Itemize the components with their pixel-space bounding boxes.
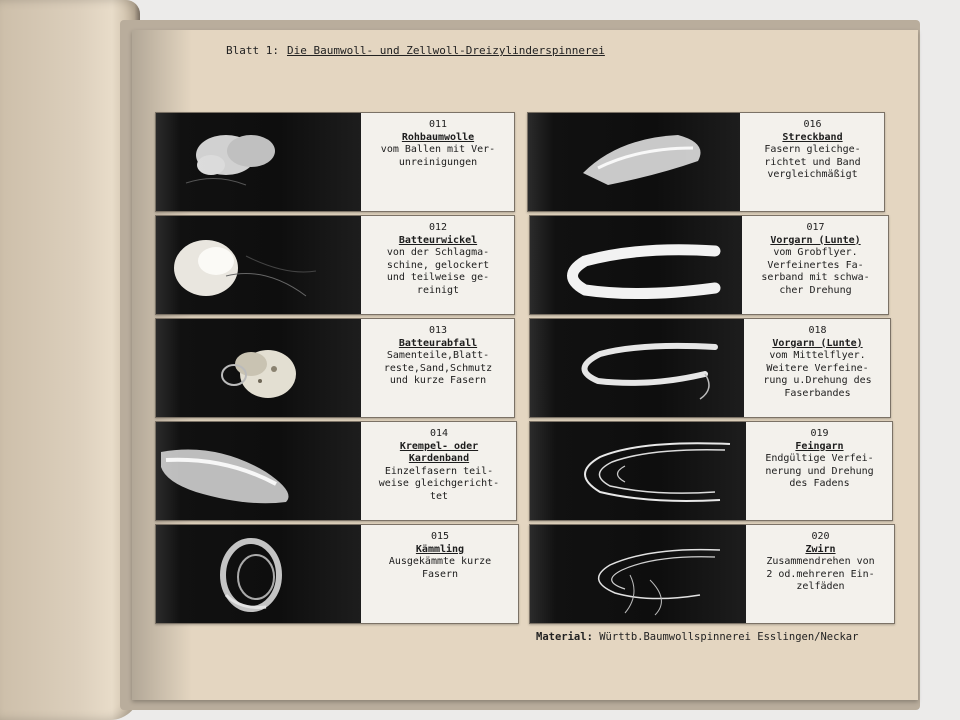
sample-label [747,222,884,297]
sample-card-014 [155,421,517,521]
sample-description: schine, gelockert [386,259,490,271]
sample-description: vom Grobflyer. [773,247,858,258]
sample-label [366,222,510,297]
sample-label [751,531,890,594]
sample-card-020 [529,524,895,624]
sample-name: Vorgarn (Lunte) [772,337,863,349]
sample-name: Krempel- oder [399,440,479,452]
sample-label [751,428,888,491]
sample-card-018 [529,318,891,418]
sample-description: tet [429,490,449,502]
sample-description: vom Ballen mit Ver- [380,144,496,155]
sample-description: Weitere Verfeine- [766,362,869,374]
sample-description: weise gleichgericht- [378,478,500,489]
sample-description: 2 od.mehreren Ein- [766,568,875,580]
twisted-yarn-photo [530,525,746,623]
sample-label [366,531,514,581]
sheet-number: Blatt 1: [226,44,279,57]
sample-name: Feingarn [795,440,844,452]
drawn-sliver-photo [528,113,740,211]
sample-description: Ausgekämmte kurze [388,556,492,567]
sample-description: reinigt [416,284,460,296]
roving-coarse-photo [530,216,742,314]
sample-description: Einzelfasern teil- [384,465,494,477]
material-footer [536,631,858,643]
sample-label [366,119,510,169]
sample-name: Kämmling [415,543,465,555]
sample-label [366,325,510,388]
sample-description: vergleichmäßigt [767,169,858,180]
sample-description: Endgültige Verfei- [765,453,874,464]
sample-card-012 [155,215,515,315]
sample-number: 011 [428,119,448,130]
raw-cotton-photo [156,113,361,211]
fine-yarn-photo [530,422,746,520]
sample-description: und kurze Fasern [389,375,487,386]
page-title [226,44,605,57]
card-sliver-photo [156,422,361,520]
sample-name: Batteurwickel [398,234,478,246]
sample-description: rung u.Drehung des [763,375,872,386]
sample-card-016 [527,112,885,212]
sample-description: Zusammendrehen von [766,556,875,567]
sample-card-019 [529,421,893,521]
sample-card-015 [155,524,519,624]
sample-description: reste,Sand,Schmutz [383,362,493,374]
sample-number: 018 [808,325,827,336]
sample-description: Faserbandes [784,387,851,399]
sample-description: zelfäden [796,581,845,592]
sample-description: Verfeinertes Fa- [767,259,864,271]
sheet-title: Die Baumwoll- und Zellwoll-Dreizylinderspinnerei [286,44,605,57]
sample-name: Zwirn [805,543,836,555]
sample-number: 016 [803,119,822,130]
sample-sheet [155,108,895,626]
left-book-page [0,0,140,720]
sample-label [366,428,512,503]
comber-noil-photo [156,525,361,623]
material-label: Material: [536,631,593,643]
roving-medium-photo [530,319,744,417]
sample-description: und teilweise ge- [386,272,490,283]
sample-description: Fasern [421,568,459,580]
sample-card-013 [155,318,515,418]
sample-description: nerung und Drehung [765,465,874,477]
sample-description: vom Mittelflyer. [769,350,866,361]
sample-number: 017 [806,222,825,233]
sample-description: des Fadens [789,478,850,489]
sample-label [745,119,880,182]
sample-number: 020 [811,531,830,542]
sample-card-011 [155,112,515,212]
sample-label [749,325,886,400]
sample-number: 014 [429,428,449,439]
material-source: Württb.Baumwollspinnerei Esslingen/Neckar [599,631,859,643]
sample-number: 019 [810,428,829,439]
sample-description: von der Schlagma- [386,247,490,258]
sample-name-line2: Kardenband [408,453,470,464]
sample-description: serband mit schwa- [761,272,870,283]
lap-photo [156,216,361,314]
sample-description: Samenteile,Blatt- [386,350,490,361]
waste-photo [156,319,361,417]
sample-card-017 [529,215,889,315]
sample-description: unreinigungen [398,156,478,168]
sample-number: 013 [428,325,448,336]
sample-name: Batteurabfall [398,337,478,349]
sample-number: 012 [428,222,448,233]
sample-description: cher Drehung [779,284,852,296]
sample-name: Rohbaumwolle [401,131,475,143]
sample-number: 015 [430,531,450,542]
sample-description: Fasern gleichge- [764,144,861,155]
sample-description: richtet und Band [764,156,861,168]
sample-name: Vorgarn (Lunte) [770,234,861,246]
sample-name: Streckband [782,131,843,143]
